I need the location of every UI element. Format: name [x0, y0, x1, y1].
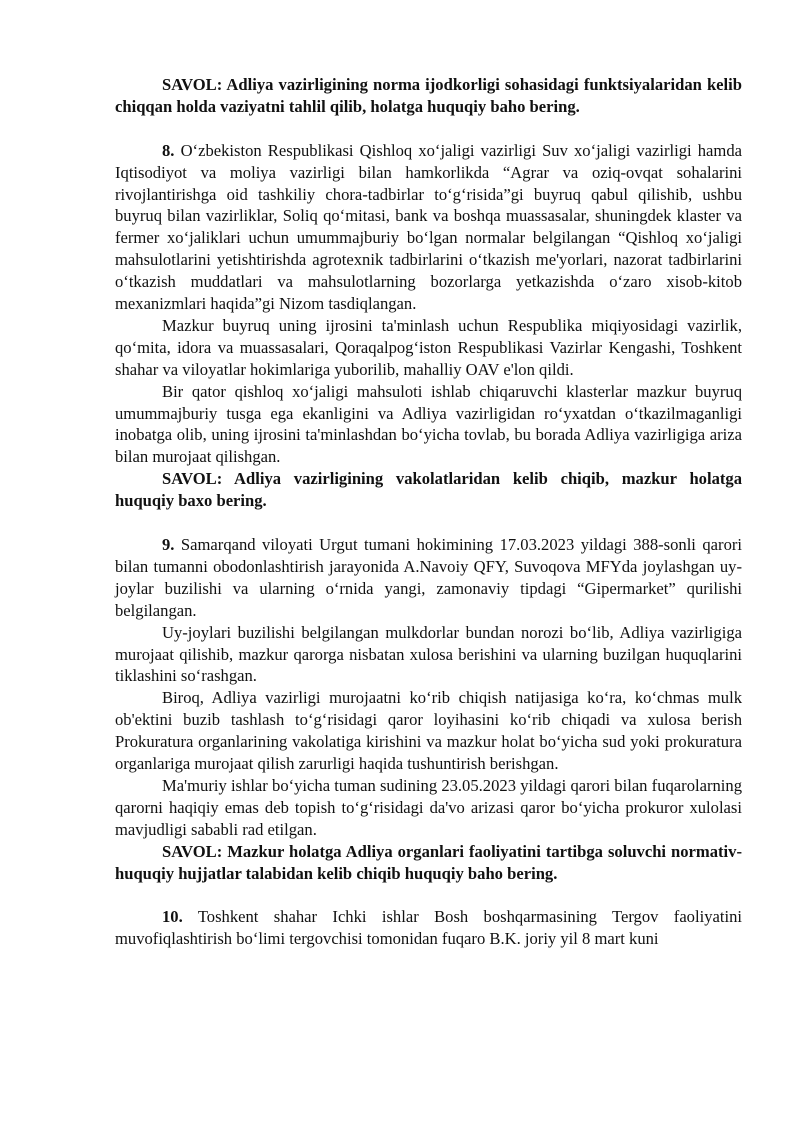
- case-8-number: 8.: [162, 140, 175, 160]
- case-10-text-1: Toshkent shahar Ichki ishlar Bosh boshqarmasining Tergov faoliyatini muvofiqlashtirish bo‘limi tergovchisi tomonidan fuqaro B.K. joriy yil 8 mart kuni: [115, 907, 742, 949]
- case-10-paragraph-1: [115, 906, 742, 950]
- spacer: [115, 885, 742, 907]
- question-7: SAVOL: Adliya vazirligining norma ijodkorligi sohasidagi funktsiyalaridan kelib chiqqan holda vaziyatni tahlil qilib, holatga huquqiy baho bering.: [115, 75, 742, 116]
- case-9-text-1: Samarqand viloyati Urgut tumani hokimining 17.03.2023 yildagi 388-sonli qarori bilan tumanni obodonlashtirish jarayonida A.Navoiy QFY, Suvoqova MFYda joylashgan uy-joylar buzilishi va ularning o‘rnida yangi, zamonaviy tipdagi “Gipermarket” qurilishi belgilangan.: [115, 535, 742, 620]
- case-8-paragraph-1: [115, 140, 742, 315]
- case-9-paragraph-2: Uy-joylari buzilishi belgilangan mulkdorlar bundan norozi bo‘lib, Adliya vazirligiga murojaat qilishib, mazkur qarorga nisbatan xulosa berishini va ularning buzilgan huquqlarini tiklashini so‘rashgan.: [115, 622, 742, 686]
- case-9-number: 9.: [162, 535, 175, 554]
- document-page: [115, 74, 742, 950]
- case-10-number: 10.: [162, 907, 183, 927]
- case-8-text-1: O‘zbekiston Respublikasi Qishloq xo‘jaligi vazirligi Suv xo‘jaligi vazirligi hamda Iqtisodiyot va moliya vazirligi bilan hamkorlikda “Agrar va oziq-ovqat sohalarini rivojlantirishga oid tashkiliy chora-tadbirlar to‘g‘risida”gi buyruq qabul qilishib, ushbu buyruq bilan vazirliklar, Soliq qo‘mitasi, bank va boshqa muassasalar, shuningdek klaster va fermer xo‘jaliklari uchun umummajburiy bo‘lgan normalar belgilangan “Qishloq xo‘jaligi mahsulotlarini yetishtirishda agrotexnik tadbirlarini o‘tkazish me'yorlari, nazorat tadbirlarini o‘tkazish muddatlari va mahsulotlarning bozorlarga yetkazishda o‘zaro xisob-kitob mexanizmlari haqida”gi Nizom tasdiqlangan.: [115, 140, 742, 314]
- question-9: SAVOL: Mazkur holatga Adliya organlari faoliyatini tartibga soluvchi normativ-huquqiy hujjatlar talabidan kelib chiqib huquqiy baho bering.: [115, 841, 742, 883]
- spacer: [115, 512, 742, 534]
- spacer: [115, 118, 742, 140]
- case-9-paragraph-3: Biroq, Adliya vazirligi murojaatni ko‘rib chiqish natijasiga ko‘ra, ko‘chmas mulk ob'ektini buzib tashlash to‘g‘risidagi qaror loyihasini ko‘rib chiqadi va xulosa berish Prokuratura organlarining vakolatiga kirishini va mazkur holat bo‘yicha sud yoki prokuratura organlariga murojaat qilish zarurligi haqida tushuntirish berishgan.: [115, 688, 742, 774]
- case-8-paragraph-3: Bir qator qishloq xo‘jaligi mahsuloti ishlab chiqaruvchi klasterlar mazkur buyruq umummajburiy tusga ega ekanligini va Adliya vazirligidan ro‘yxatdan o‘tkazilmaganligi inobatga olib, uning ijrosini ta'minlashdan bo‘yicha tovlab, bu borada Adliya vazirligiga ariza bilan murojaat qilishgan.: [115, 381, 742, 467]
- case-8-paragraph-2: Mazkur buyruq uning ijrosini ta'minlash uchun Respublika miqiyosidagi vazirlik, qo‘mita, idora va muassasalari, Qoraqalpog‘iston Respublikasi Vazirlar Kengashi, Toshkent shahar va viloyatlar hokimlariga yuborilib, mahalliy OAV e'lon qildi.: [115, 315, 742, 379]
- case-9-paragraph-4: Ma'muriy ishlar bo‘yicha tuman sudining 23.05.2023 yildagi qarori bilan fuqarolarning qarorni haqiqiy emas deb topish to‘g‘risidagi da'vo arizasi qaror bo‘yicha prokuror xulolasi mavjudligi sababli rad etilgan.: [115, 775, 742, 839]
- case-9-paragraph-1: [115, 534, 742, 622]
- question-8: SAVOL: Adliya vazirligining vakolatlaridan kelib chiqib, mazkur holatga huquqiy baxo bering.: [115, 469, 742, 511]
